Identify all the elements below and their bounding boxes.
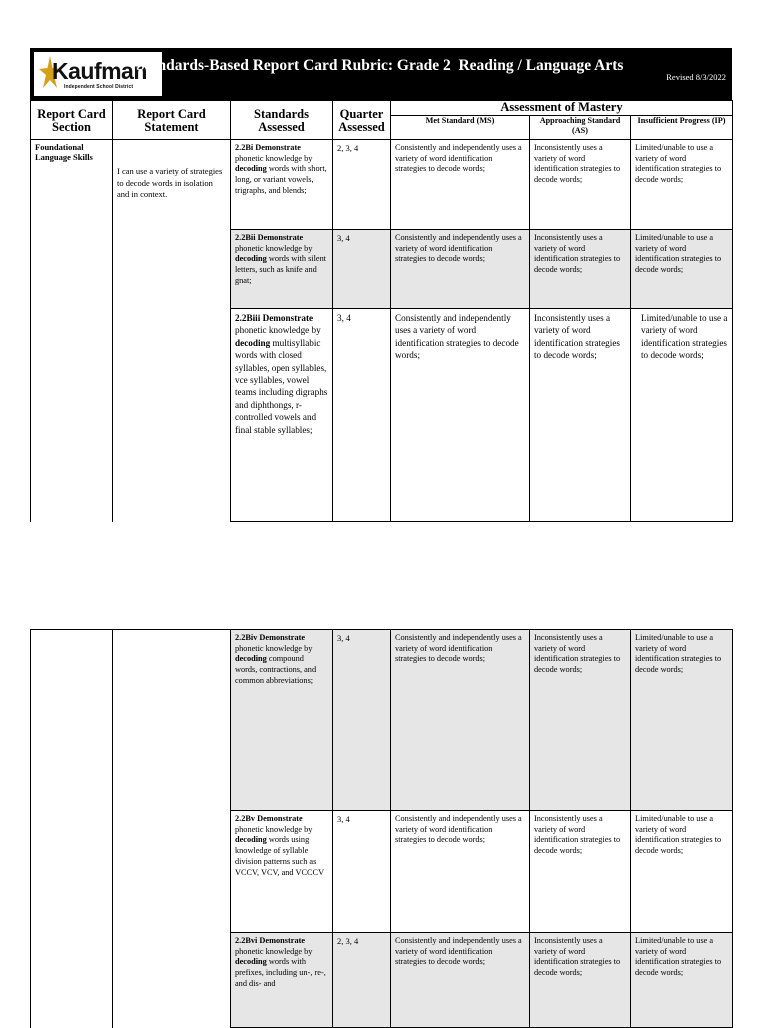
as-cell: Inconsistently uses a variety of word identification strategies to decode words;: [530, 140, 631, 230]
ms-cell: Consistently and independently uses a variety of word identification strategies to decode words;: [391, 630, 530, 811]
header-bar: [30, 48, 732, 100]
ms-cell: Consistently and independently uses a variety of word identification strategies to decode words;: [391, 230, 530, 309]
quarter-cell: 3, 4: [333, 309, 391, 522]
standard-cell: 2.2Bii Demonstrate phonetic knowledge by decoding words with silent letters, such as knife and gnat;: [231, 230, 333, 309]
ip-cell: Limited/unable to use a variety of word identification strategies to decode words;: [631, 811, 733, 933]
col-header-ip: Insufficient Progress (IP): [631, 116, 733, 140]
ip-cell: Limited/unable to use a variety of word identification strategies to decode words;: [631, 140, 733, 230]
rubric-table-continued: [30, 629, 733, 1028]
logo-subtitle: Independent School District: [64, 84, 134, 90]
col-header-statement: Report Card Statement: [113, 101, 231, 140]
table-row: [31, 811, 733, 933]
table-row: [31, 309, 733, 522]
as-cell: Inconsistently uses a variety of word identification strategies to decode words;: [530, 630, 631, 811]
table-row: [31, 140, 733, 230]
col-header-quarter: Quarter Assessed: [333, 101, 391, 140]
table-row: [31, 630, 733, 811]
col-header-mastery: Assessment of Mastery: [391, 101, 733, 116]
quarter-cell: 3, 4: [333, 811, 391, 933]
quarter-cell: 2, 3, 4: [333, 140, 391, 230]
quarter-cell: 2, 3, 4: [333, 933, 391, 1028]
statement-text: I can use a variety of strategies to decode words in isolation and in context.: [113, 140, 231, 230]
ms-cell: Consistently and independently uses a variety of word identification strategies to decode words;: [391, 140, 530, 230]
col-header-standards: Standards Assessed: [231, 101, 333, 140]
as-cell: Inconsistently uses a variety of word identification strategies to decode words;: [530, 811, 631, 933]
table-row: [31, 933, 733, 1028]
ms-cell: Consistently and independently uses a variety of word identification strategies to decode words;: [391, 811, 530, 933]
standard-cell: 2.2Biii Demonstrate phonetic knowledge by decoding multisyllabic words with closed syllables, open syllables, vce syllables, vowel teams including digraphs and diphthongs, r-controlled vowels and final stable syllables;: [231, 309, 333, 522]
ms-cell: Consistently and independently uses a variety of word identification strategies to decode words;: [391, 933, 530, 1028]
section-name: Foundational Language Skills: [31, 140, 113, 230]
as-cell: Inconsistently uses a variety of word identification strategies to decode words;: [530, 309, 631, 522]
table-row: [31, 230, 733, 309]
as-cell: Inconsistently uses a variety of word identification strategies to decode words;: [530, 933, 631, 1028]
col-header-as: Approaching Standard (AS): [530, 116, 631, 140]
quarter-cell: 3, 4: [333, 630, 391, 811]
col-header-section: Report Card Section: [31, 101, 113, 140]
ip-cell: Limited/unable to use a variety of word identification strategies to decode words;: [631, 933, 733, 1028]
ms-cell: Consistently and independently uses a variety of word identification strategies to decode words;: [391, 309, 530, 522]
page-title: Standards-Based Report Card Rubric: Grade 2 Reading / Language Arts: [136, 57, 624, 74]
ip-cell: Limited/unable to use a variety of word identification strategies to decode words;: [631, 630, 733, 811]
standard-cell: 2.2Bvi Demonstrate phonetic knowledge by decoding words with prefixes, including un-, re-, and dis- and: [231, 933, 333, 1028]
ip-cell: Limited/unable to use a variety of word identification strategies to decode words;: [631, 230, 733, 309]
standard-cell: 2.2Bi Demonstrate phonetic knowledge by decoding words with short, long, or variant vowels, trigraphs, and blends;: [231, 140, 333, 230]
col-header-ms: Met Standard (MS): [391, 116, 530, 140]
revised-date: Revised 8/3/2022: [666, 72, 726, 82]
as-cell: Inconsistently uses a variety of word identification strategies to decode words;: [530, 230, 631, 309]
standard-cell: 2.2Bv Demonstrate phonetic knowledge by decoding words using knowledge of syllable division patterns such as VCCV, VCV, and VCCCV: [231, 811, 333, 933]
quarter-cell: 3, 4: [333, 230, 391, 309]
logo-text: Kaufman: [52, 58, 147, 84]
rubric-table: [30, 100, 733, 522]
ip-cell: Limited/unable to use a variety of word identification strategies to decode words;: [631, 309, 733, 522]
standard-cell: 2.2Biv Demonstrate phonetic knowledge by decoding compound words, contractions, and common abbreviations;: [231, 630, 333, 811]
